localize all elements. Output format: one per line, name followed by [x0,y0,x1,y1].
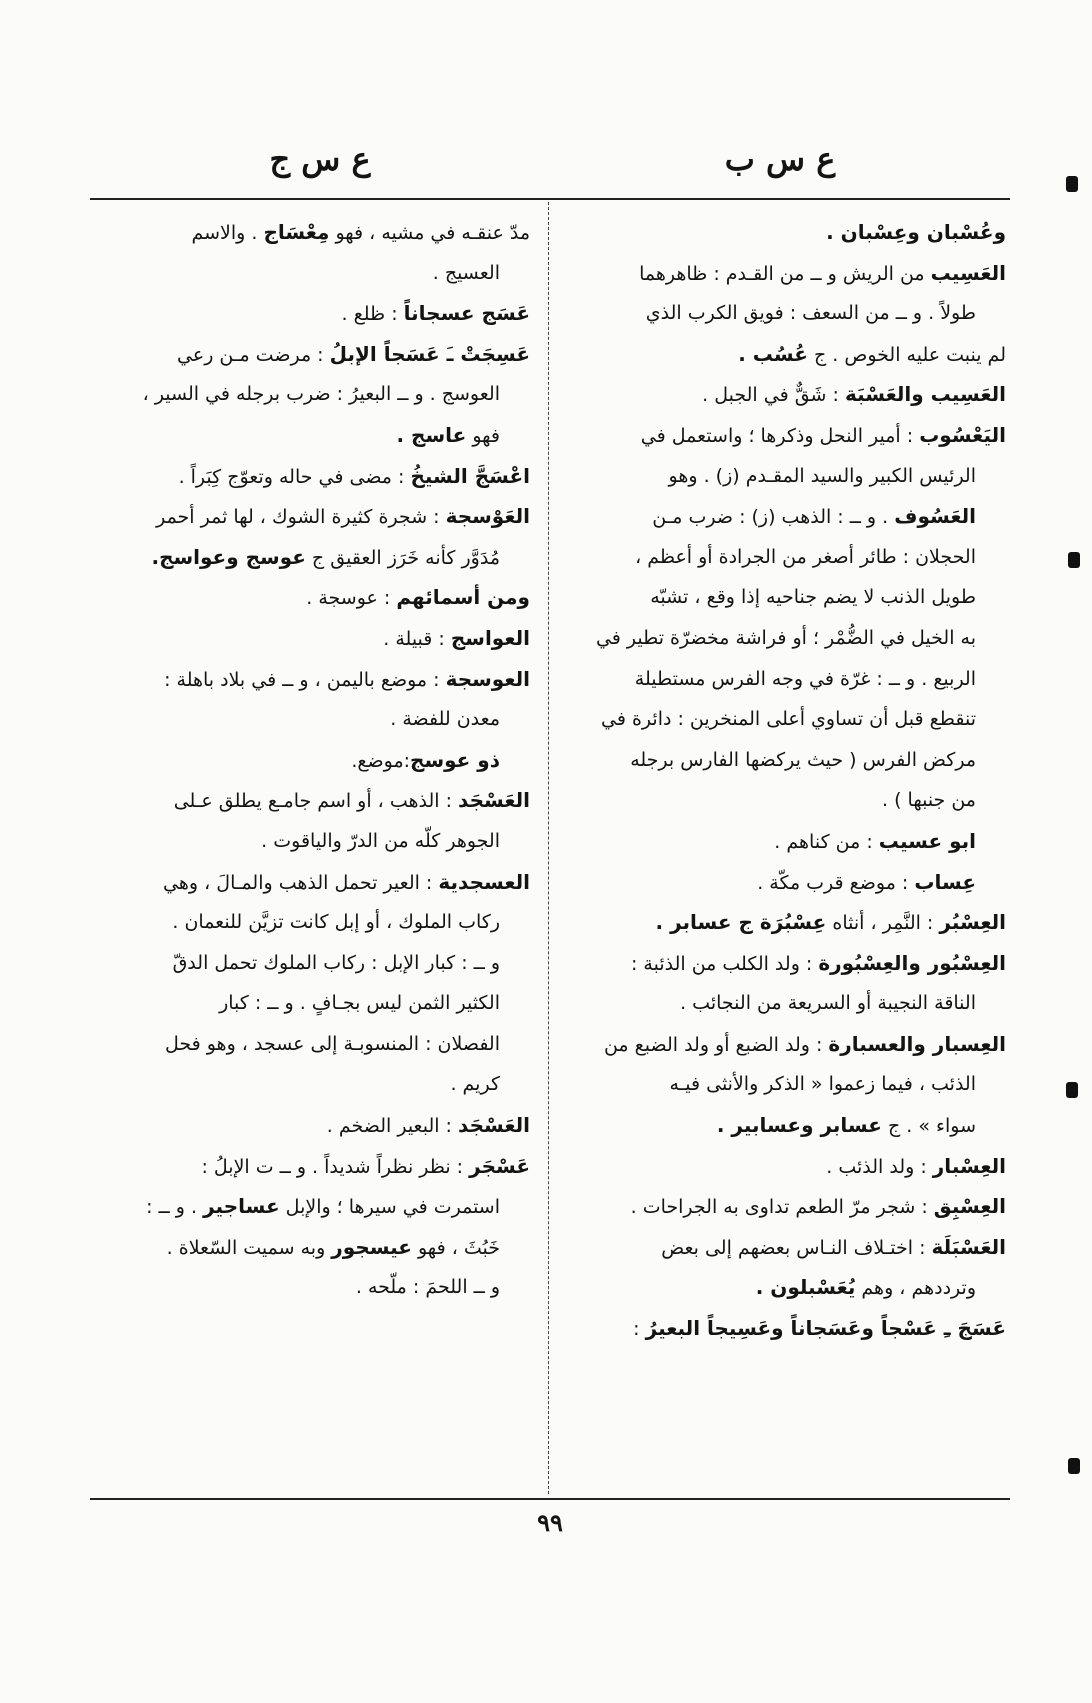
entry-line [90,943,530,984]
headword: العواسج [450,625,530,650]
definition-text: الرئيس الكبير والسيد المقـدم (ز) . وهو [668,464,976,487]
definition-text: مُدَوَّر كأنه خَرَز العقيق ج [305,546,500,569]
entry-line [566,577,1006,618]
headword: عوسج وعواسج. [151,544,306,569]
definition-text: كريم . [450,1073,500,1096]
definition-text: استمرت في سيرها ؛ والإبل [279,1196,500,1219]
entry-line [566,1308,1006,1349]
definition-text: لم ينبت عليه الخوص . ج [807,343,1006,366]
left-column [90,212,530,1492]
definition-text: : نظر نظراً شديداً . و ــ ت الإبلُ : [201,1155,470,1178]
definition-text: العسيج . [432,261,500,284]
entry-line [90,983,530,1024]
headword: العَسِيب والعَسْبَة [844,382,1006,407]
definition-text: و ــ اللحمَ : ملّحه . [355,1276,500,1299]
entry-line [566,1024,1006,1065]
entry-line [566,415,1006,456]
entry-line [90,618,530,659]
column-divider [548,202,549,1494]
entry-line [90,1064,530,1105]
definition-text: . و ــ : [146,1196,204,1219]
definition-text: الذئب ، فيما زعموا « الذكر والأنثى فيـه [669,1073,976,1096]
definition-text: و ــ : كبار الإبل : ركاب الملوك تحمل الدقّ [172,951,500,974]
definition-text: : شجر مرّ الطعم تداوى به الجراحات . [630,1196,934,1219]
definition-text: : شجرة كثيرة الشوك ، لها ثمر أحمر [156,506,446,529]
left-column-header: ع س ج [269,140,371,178]
headword: عاسج . [396,422,467,447]
entry-line [90,293,530,334]
entry-line [90,496,530,537]
definition-text: الفصلان : المنسوبـة إلى عسجد ، وهو فحل [164,1032,500,1055]
definition-text: الكثير الثمن ليس بجـافٍ . و ــ : كبار [219,992,500,1015]
entry-line [90,862,530,903]
definition-text: سواء » . ج [881,1115,976,1138]
definition-text: تنقطع قبل أن تساوي أعلى المنخرين : دائرة في [601,708,976,731]
headword: العسجدية [438,869,530,894]
definition-text: : [633,1318,646,1341]
headword: يُعَسْبلون . [755,1275,856,1300]
entry-line [90,456,530,497]
headword: عِساب [914,869,976,894]
entry-line [90,415,530,456]
definition-text: : ظلع . [341,303,404,326]
headword: عُسُب . [738,341,808,366]
definition-text: ركاب الملوك ، أو إبل كانت تزيَّن للنعمان . [172,911,500,934]
definition-text: : مرضت مـن رعي [177,343,330,366]
headword: ابو عسيب [878,828,976,853]
entry-line [566,1064,1006,1105]
right-column-header: ع س ب [724,140,836,178]
entry-line [90,821,530,862]
entry-line [566,618,1006,659]
entry-line [566,902,1006,943]
headword: العَسْجَد [458,788,530,813]
definition-text: طويل الذنب لا يضم جناحيه إذا وقع ، تشبّه [650,586,976,609]
headword: ومن أسمائهم [396,585,530,610]
headword: العوسجة [445,666,530,691]
headword: عَسَج عسجاناً [403,301,530,326]
definition-text: : اختـلاف النـاس بعضهم إلى بعض [661,1236,932,1259]
entry-line [90,212,530,253]
bottom-rule [90,1498,1010,1500]
definition-text: :موضع. [351,749,411,772]
entry-line [566,1186,1006,1227]
definition-text: مدّ عنقـه في مشيه ، فهو [329,222,530,244]
definition-text: : العير تحمل الذهب والمـالَ ، وهي [163,871,439,894]
edge-mark [1068,1458,1080,1474]
entry-line [566,496,1006,537]
edge-mark [1066,176,1078,192]
definition-text: فهو [466,424,500,447]
headword: عسابر وعسابير . [716,1113,882,1138]
entry-line [566,740,1006,781]
headword: العِسْبُر [939,910,1006,935]
entry-line [566,537,1006,578]
headword: العِسبار والعسبارة [828,1031,1006,1056]
headword: عَسْجَر [469,1153,530,1178]
entry-line [90,1024,530,1065]
entry-line [566,780,1006,821]
definition-text: : مضى في حاله وتعوّج كِبَراً . [178,465,411,488]
definition-text: : ولد الضبع أو ولد الضبع من [603,1033,829,1056]
headword: مِعْسَاج [263,220,330,244]
headword: العَسُوف [894,504,976,529]
entry-line [566,212,1006,253]
entry-line [90,334,530,375]
definition-text: : ولد الكلب من الذئبة : [630,952,819,975]
headword: العَسِيب [930,260,1006,285]
definition-text: . والاسم [191,222,264,244]
definition-text: : ولد الذئب . [826,1155,933,1178]
headword: العَسْجَد [458,1113,530,1138]
definition-text: : شَقٌّ في الجبل . [702,384,845,407]
definition-text: معدن للفضة . [390,708,500,731]
headword: اعْسَجَّ الشيخُ [410,463,530,488]
entry-line [90,577,530,618]
definition-text: : عوسجة . [306,587,397,610]
entry-line [90,1227,530,1268]
entry-line [566,253,1006,294]
entry-line [566,821,1006,862]
definition-text: مركض الفرس ( حيث يركضها الفارس برجله [630,748,976,771]
definition-text: : قبيلة . [383,627,451,650]
edge-mark [1066,1082,1078,1098]
entry-line [90,253,530,294]
entry-line [566,983,1006,1024]
entry-line [90,374,530,415]
headword: ذو عوسج [410,747,500,772]
entry-line [90,902,530,943]
definition-text: . و ــ : الذهب (ز) : ضرب مـن [652,506,895,529]
entry-line [90,659,530,700]
entry-line [90,1146,530,1187]
entry-line [90,1186,530,1227]
definition-text: طولاً . و ــ من السعف : فويق الكرب الذي [645,302,976,325]
page-number: ٩٩ [537,1508,563,1537]
entry-line [566,334,1006,375]
entry-line [90,1267,530,1308]
definition-text: : الذهب ، أو اسم جامـع يطلق عـلى [173,790,459,813]
headword: عَسِجَتْ ـَ عَسَجاً الإبلُ [329,341,530,366]
definition-text: وبه سميت السّعلاة . [166,1236,332,1259]
headword: وعُسْبان وعِسْبان . [826,220,1006,244]
definition-text: الجوهر كلّه من الدرّ والياقوت . [261,829,500,852]
entry-line [566,1146,1006,1187]
headword: عِسْبُرَة ج عسابر . [655,910,827,935]
entry-line [90,740,530,781]
entry-line [566,293,1006,334]
definition-text: الربيع . و ــ : غرّة في وجه الفرس مستطيلة [634,667,976,690]
entry-line [566,943,1006,984]
definition-text: من الريش و ــ من القـدم : ظاهرهما [639,262,931,285]
definition-text: وترددهم ، وهم [855,1277,976,1300]
entry-line [566,1105,1006,1146]
edge-mark [1068,552,1080,568]
definition-text: خَبُثَ ، فهو [411,1236,500,1259]
headword: عيسجور [331,1234,412,1259]
definition-text: الناقة النجيبة أو السريعة من النجائب . [680,992,976,1015]
headword: العَسْبَلَة [931,1234,1006,1259]
headword: عساجير [203,1194,280,1219]
entry-line [566,374,1006,415]
entry-line [566,456,1006,497]
top-rule [90,198,1010,200]
column-headers [90,140,1010,190]
headword: العِسْبِق [933,1194,1006,1219]
definition-text: به الخيل في الضُّمْر ؛ أو فراشة مخضرّة تطير في [595,626,976,649]
entry-line [90,699,530,740]
right-column [566,212,1006,1492]
entry-line [566,699,1006,740]
definition-text: : النَّمِر ، أنثاه [826,912,940,935]
headword: العِسْبُور والعِسْبُورة [818,950,1006,975]
entry-line [566,1227,1006,1268]
entry-line [90,780,530,821]
headword: العَوْسجة [445,504,530,529]
definition-text: الحجلان : طائر أصغر من الجرادة أو أعظم ، [635,545,976,568]
definition-text: : من كناهم . [774,830,879,853]
definition-text: : أمير النحل وذكرها ؛ واستعمل في [640,424,920,447]
definition-text: : موضع قرب مكّة . [757,871,915,894]
headword: عَسَجَ ـِ عَسْجاً وعَسَجاناً وعَسِيجاً البعيرُ [645,1316,1006,1341]
definition-text: من جنبها ) . [882,789,976,812]
definition-text: : البعير الضخم . [326,1115,459,1138]
entry-line [566,659,1006,700]
entry-line [90,1105,530,1146]
entry-line [566,1267,1006,1308]
entry-line [566,862,1006,903]
headword: العِسْبار [932,1153,1006,1178]
definition-text: العوسج . و ــ البعيرُ : ضرب برجله في السير ، [142,383,500,406]
headword: اليَعْسُوب [919,422,1006,447]
entry-line [90,537,530,578]
definition-text: : موضع باليمن ، و ــ في بلاد باهلة : [164,668,446,691]
